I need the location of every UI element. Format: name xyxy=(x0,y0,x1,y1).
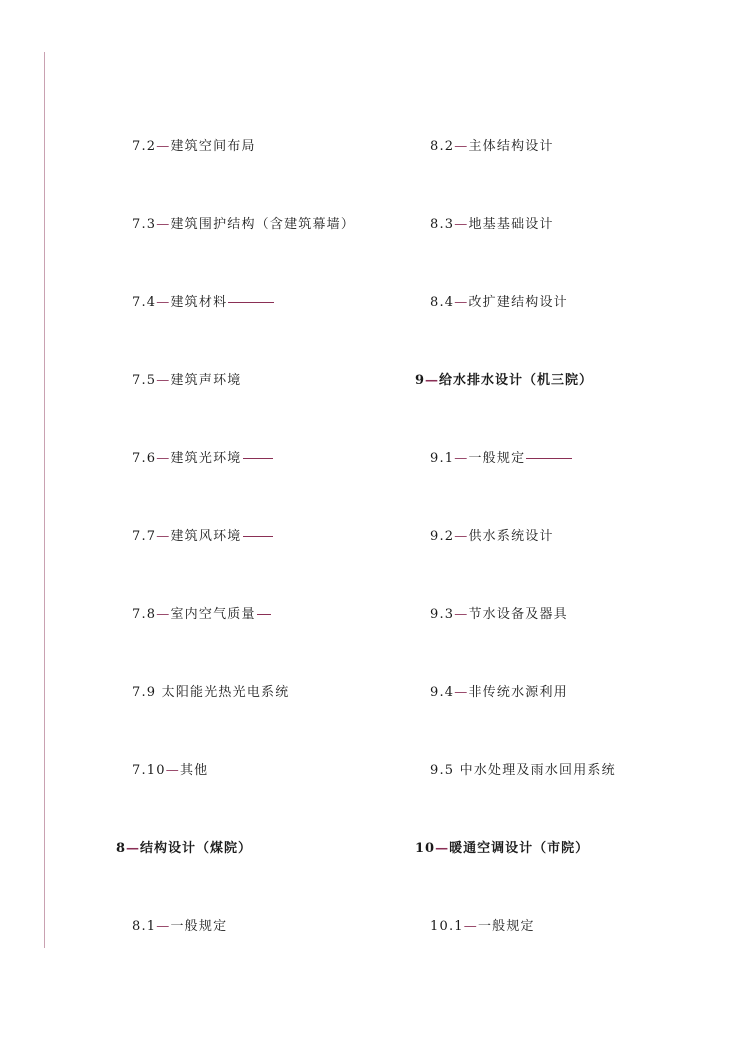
toc-entry[interactable] xyxy=(132,217,355,233)
toc-entry[interactable] xyxy=(430,217,554,233)
toc-entry-number: 10.1 xyxy=(430,919,464,934)
toc-entry-number: 7.2 xyxy=(132,139,157,154)
toc-entry-number: 8.4 xyxy=(430,295,455,310)
toc-entry-separator: — xyxy=(156,139,171,154)
toc-entry-separator: — xyxy=(425,373,440,388)
toc-entry-title: 其他 xyxy=(179,763,209,778)
toc-entry[interactable] xyxy=(430,919,535,935)
toc-entry-number: 7.6 xyxy=(132,451,157,466)
toc-entry-number: 8.2 xyxy=(430,139,455,154)
toc-entry-number: 7.9 xyxy=(132,685,157,700)
toc-entry-trailing-rule xyxy=(257,614,271,615)
toc-entry-title: 建筑空间布局 xyxy=(170,139,256,154)
toc-entry-title: 建筑材料 xyxy=(170,295,228,310)
toc-entry-separator: — xyxy=(156,295,171,310)
toc-entry-number: 7.8 xyxy=(132,607,157,622)
toc-entry-separator: — xyxy=(156,217,171,232)
toc-entry[interactable] xyxy=(430,295,568,311)
toc-entry-number: 7.3 xyxy=(132,217,157,232)
toc-entry[interactable] xyxy=(132,451,273,467)
toc-entry-title: 建筑光环境 xyxy=(170,451,242,466)
toc-entry-separator: — xyxy=(454,451,469,466)
toc-entry-trailing-rule xyxy=(243,458,273,459)
toc-entry-separator: — xyxy=(156,529,171,544)
toc-entry-number: 9.2 xyxy=(430,529,455,544)
toc-entry-number: 9.1 xyxy=(430,451,455,466)
toc-entry[interactable] xyxy=(430,529,554,545)
toc-entry-separator: — xyxy=(156,607,171,622)
toc-entry-separator: — xyxy=(463,919,478,934)
margin-rule xyxy=(44,52,45,948)
toc-entry-title: 一般规定 xyxy=(170,919,228,934)
toc-entry-title: 太阳能光热光电系统 xyxy=(161,685,290,700)
toc-entry-title: 室内空气质量 xyxy=(170,607,256,622)
toc-entry-number: 9 xyxy=(415,373,426,388)
toc-entry[interactable] xyxy=(430,607,568,623)
toc-entry-number: 8.1 xyxy=(132,919,157,934)
toc-entry-title: 主体结构设计 xyxy=(468,139,554,154)
toc-entry[interactable] xyxy=(430,451,572,467)
toc-entry[interactable] xyxy=(132,685,289,701)
toc-entry[interactable] xyxy=(132,373,242,389)
toc-entry-trailing-rule xyxy=(228,302,274,303)
toc-entry[interactable] xyxy=(132,763,208,779)
toc-entry-title: 一般规定 xyxy=(468,451,526,466)
toc-entry-number: 7.7 xyxy=(132,529,157,544)
toc-entry-separator: — xyxy=(454,685,469,700)
toc-entry-separator: — xyxy=(156,451,171,466)
toc-entry-number: 7.4 xyxy=(132,295,157,310)
toc-entry-title: 一般规定 xyxy=(477,919,535,934)
toc-entry-number: 7.5 xyxy=(132,373,157,388)
toc-entry-separator: — xyxy=(165,763,180,778)
toc-section-heading[interactable] xyxy=(415,841,589,857)
toc-entry-trailing-rule xyxy=(526,458,572,459)
toc-entry-separator: — xyxy=(454,217,469,232)
toc-entry-title: 供水系统设计 xyxy=(468,529,554,544)
toc-entry-number: 7.10 xyxy=(132,763,166,778)
toc-entry-number: 8.3 xyxy=(430,217,455,232)
toc-entry-trailing-rule xyxy=(243,536,273,537)
toc-entry-separator: — xyxy=(156,919,171,934)
toc-entry[interactable] xyxy=(132,139,256,155)
toc-entry[interactable] xyxy=(132,529,273,545)
toc-entry[interactable] xyxy=(430,685,568,701)
toc-section-heading[interactable] xyxy=(116,841,252,857)
toc-entry-number: 9.3 xyxy=(430,607,455,622)
toc-entry-title: 节水设备及器具 xyxy=(468,607,568,622)
toc-entry[interactable] xyxy=(132,607,271,623)
toc-entry-separator: — xyxy=(126,841,141,856)
toc-entry-title: 建筑声环境 xyxy=(170,373,242,388)
toc-section-heading[interactable] xyxy=(415,373,593,389)
toc-entry-number: 10 xyxy=(415,841,436,856)
toc-entry-title: 建筑风环境 xyxy=(170,529,242,544)
toc-entry[interactable] xyxy=(132,295,274,311)
toc-entry-title: 结构设计（煤院） xyxy=(140,841,253,856)
toc-entry[interactable] xyxy=(430,139,554,155)
toc-entry-separator: — xyxy=(435,841,450,856)
toc-entry-separator: — xyxy=(454,295,469,310)
toc-entry-separator: — xyxy=(156,373,171,388)
toc-entry-title: 给水排水设计（机三院） xyxy=(439,373,594,388)
toc-entry[interactable] xyxy=(132,919,227,935)
toc-entry-separator: — xyxy=(454,139,469,154)
toc-entry-separator: — xyxy=(454,529,469,544)
toc-entry-title: 中水处理及雨水回用系统 xyxy=(459,763,616,778)
toc-entry-separator: — xyxy=(454,607,469,622)
toc-entry[interactable] xyxy=(430,763,616,779)
toc-entry-title: 建筑围护结构（含建筑幕墙） xyxy=(170,217,356,232)
toc-entry-number: 9.4 xyxy=(430,685,455,700)
toc-entry-number: 8 xyxy=(116,841,127,856)
toc-entry-number: 9.5 xyxy=(430,763,455,778)
toc-entry-title: 非传统水源利用 xyxy=(468,685,568,700)
toc-entry-title: 改扩建结构设计 xyxy=(468,295,568,310)
toc-entry-title: 地基基础设计 xyxy=(468,217,554,232)
toc-entry-title: 暖通空调设计（市院） xyxy=(449,841,590,856)
